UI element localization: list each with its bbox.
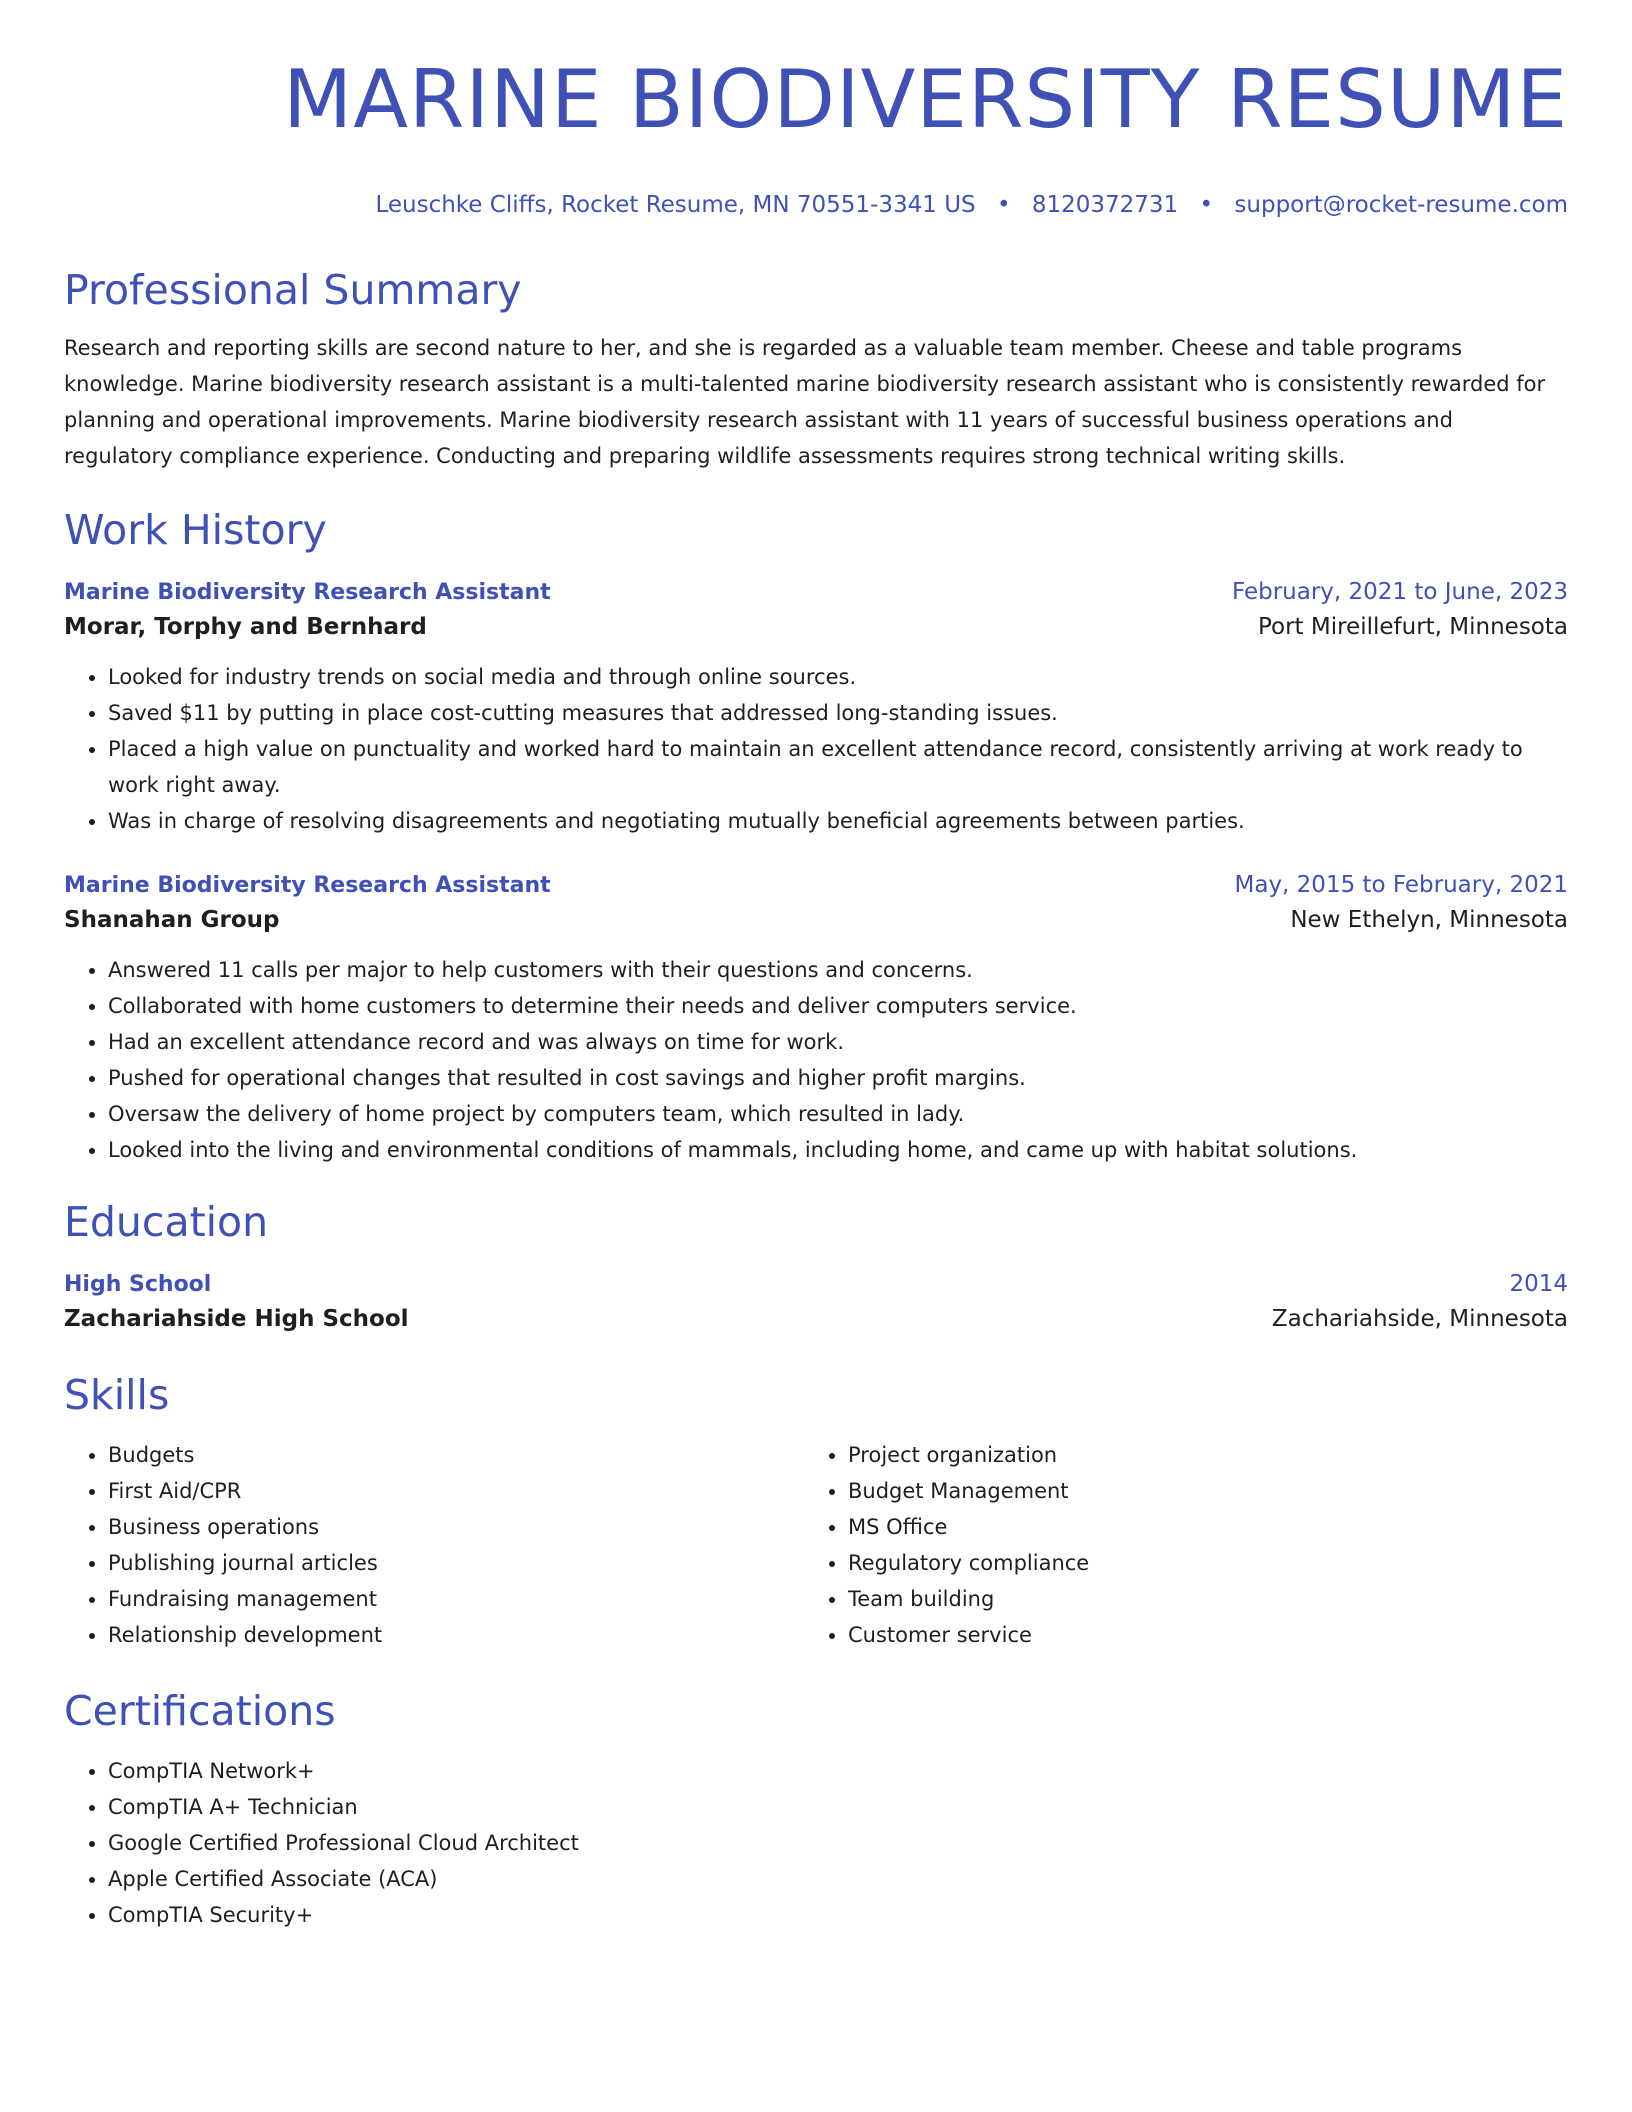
summary-text: Research and reporting skills are second nature to her, and she is regarded as a valuable team member. Cheese and table programs knowledge. Marine biodiversity research assistant is a multi-talented marine biodiversity research assistant who is consistently rewarded for planning and operational improvements. Marine biodiversity research assistant with 11 years of successful business operations and regulatory compliance experience. Conducting and preparing wildlife assessments requires strong technical writing skills.: [64, 336, 1546, 468]
section-title-education: Education: [64, 1198, 269, 1246]
resume-header: [64, 48, 1568, 218]
contact-line: [64, 192, 1568, 218]
contact-phone[interactable]: 8120372731: [1031, 192, 1179, 218]
skill-item: • Regulatory compliance: [848, 1545, 1544, 1581]
list-item: • Answered 11 calls per major to help customers with their questions and concerns.: [108, 952, 1568, 988]
job-bullets: [64, 659, 1568, 839]
education-location: Zachariahside, Minnesota: [1271, 1306, 1568, 1332]
skill-item: • Budget Management: [848, 1473, 1544, 1509]
skill-item: • Team building: [848, 1581, 1544, 1617]
certification-item: • Apple Certified Associate (ACA): [108, 1861, 1568, 1897]
section-title-summary: Professional Summary: [64, 266, 522, 314]
contact-separator: •: [1199, 192, 1214, 218]
job-bullets: [64, 952, 1568, 1168]
skill-item: • MS Office: [848, 1509, 1544, 1545]
contact-email[interactable]: support@rocket-resume.com: [1234, 192, 1568, 218]
certification-item: • CompTIA Security+: [108, 1897, 1568, 1933]
job-role: Marine Biodiversity Research Assistant: [64, 580, 551, 605]
job-dates: February, 2021 to June, 2023: [1231, 579, 1568, 605]
list-item: • Looked for industry trends on social media and through online sources.: [108, 659, 1568, 695]
list-item: • Pushed for operational changes that resulted in cost savings and higher profit margins.: [108, 1060, 1568, 1096]
skill-item: • Customer service: [848, 1617, 1544, 1653]
list-item: • Placed a high value on punctuality and worked hard to maintain an excellent attendance record, consistently arriving at work ready to work right away.: [108, 731, 1568, 803]
education-school: Zachariahside High School: [64, 1306, 409, 1332]
skill-item: • First Aid/CPR: [108, 1473, 804, 1509]
job-location: New Ethelyn, Minnesota: [1290, 907, 1568, 933]
skills-column-right: [804, 1437, 1544, 1653]
skill-item: • Fundraising management: [108, 1581, 804, 1617]
list-item: • Collaborated with home customers to determine their needs and deliver computers service.: [108, 988, 1568, 1024]
education-degree: High School: [64, 1272, 212, 1297]
list-item: • Oversaw the delivery of home project by computers team, which resulted in lady.: [108, 1096, 1568, 1132]
skill-item: • Project organization: [848, 1437, 1544, 1473]
job-entry: [64, 576, 1568, 839]
education-entry: [64, 1268, 1568, 1337]
skill-item: • Publishing journal articles: [108, 1545, 804, 1581]
certification-item: • CompTIA A+ Technician: [108, 1789, 1568, 1825]
skill-item: • Budgets: [108, 1437, 804, 1473]
skill-item: • Relationship development: [108, 1617, 804, 1653]
contact-address: Leuschke Cliffs, Rocket Resume, MN 70551-3341 US: [375, 192, 976, 218]
skills-grid: [64, 1437, 1568, 1653]
job-location: Port Mireillefurt, Minnesota: [1257, 614, 1568, 640]
certification-item: • Google Certified Professional Cloud Architect: [108, 1825, 1568, 1861]
skills-column-left: [64, 1437, 804, 1653]
section-title-skills: Skills: [64, 1371, 170, 1419]
list-item: • Had an excellent attendance record and was always on time for work.: [108, 1024, 1568, 1060]
certifications-list: [64, 1753, 1568, 1933]
skill-item: • Business operations: [108, 1509, 804, 1545]
resume-title: MARINE BIODIVERSITY RESUME: [283, 53, 1568, 146]
job-dates: May, 2015 to February, 2021: [1234, 872, 1568, 898]
list-item: • Looked into the living and environmental conditions of mammals, including home, and came up with habitat solutions.: [108, 1132, 1568, 1168]
list-item: • Was in charge of resolving disagreements and negotiating mutually beneficial agreements between parties.: [108, 803, 1568, 839]
contact-separator: •: [996, 192, 1011, 218]
list-item: • Saved $11 by putting in place cost-cutting measures that addressed long-standing issues.: [108, 695, 1568, 731]
job-employer: Shanahan Group: [64, 907, 280, 933]
job-employer: Morar, Torphy and Bernhard: [64, 614, 427, 640]
section-title-work-history: Work History: [64, 506, 327, 554]
certification-item: • CompTIA Network+: [108, 1753, 1568, 1789]
job-role: Marine Biodiversity Research Assistant: [64, 873, 551, 898]
section-title-certifications: Certifications: [64, 1687, 336, 1735]
job-entry: [64, 869, 1568, 1168]
education-year: 2014: [1509, 1271, 1568, 1297]
